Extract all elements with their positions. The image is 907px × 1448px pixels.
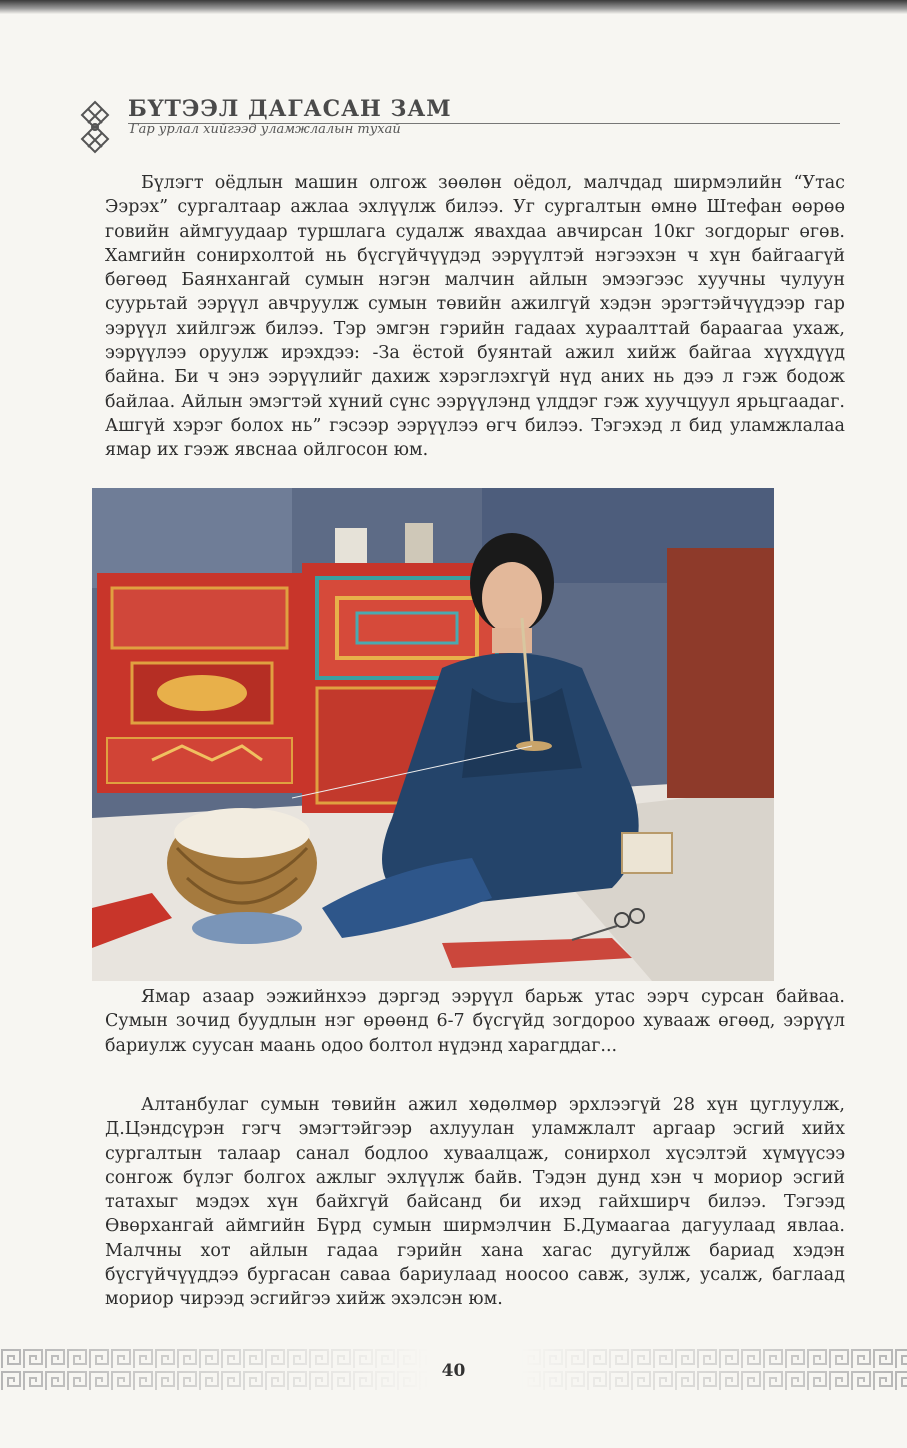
paragraph: Ямар азаар ээжийнхээ дэргэд ээрүүл барьж утас ээрч сурсан байваа. Сумын зочид буудлын нэг өрөөнд 6-7 бүсгүйд зогдороо хувааж өгөөд, ээрүүл бариулж суусан маань одоо болтол нүдэнд харагддаг... [105, 987, 845, 1056]
running-header-subtitle: Гар урлал хийгээд уламжлалын тухай [130, 122, 401, 137]
endless-knot-icon [78, 100, 112, 154]
paragraph: Алтанбулаг сумын төвийн ажил хөдөлмөр эрхлээгүй 28 хүн цуглуулж, Д.Цэндсүрэн гэгч эмэгтэйгээр ахлуулан уламжлалт аргаар эсгий хийх сургалтын талаар санал бодлоо хуваалцаж, сонирхол хүсэлтэй хүмүүсээ сонгож бүлэг болгох ажлыг эхлүүлж байв. Тэдэн дунд хэн ч мориор эсгий татахыг мэдэх хүн байхгүй байсанд би ихэд гайхширч билээ. Тэгээд Өвөрхангай аймгийн Бүрд сумын ширмэлчин Б.Думаагаа дагуулаад явлаа. Малчны хот айлын гадаа гэрийн хана хагас дугуйлж бариад хэдэн бүсгүйчүүддээ бургасан саваа бариулаад ноосоо савж, зулж, усалж, баглаад мориор чирээд эсгийгээ хийж эхэлсэн юм. [105, 1095, 845, 1310]
photo-illustration [92, 488, 774, 981]
page-number: 40 [441, 1361, 466, 1381]
running-header-title: БҮТЭЭЛ ДАГАСАН ЗАМ [128, 96, 452, 122]
body-text-block [105, 985, 845, 1058]
spinning-woman-photo [92, 488, 774, 981]
scan-top-edge [0, 0, 907, 14]
body-text-block [105, 1093, 845, 1312]
body-text-block [105, 171, 845, 463]
paragraph: Бүлэгт оёдлын машин олгож зөөлөн оёдол, малчдад ширмэлийн “Утас Ээрэх” сургалтаар ажлаа эхлүүлж билээ. Уг сургалтын өмнө Штефан өөрөө говийн аймгуудаар туршлага судалж явахдаа авчирсан 10кг зогдорыг өгөв. Хамгийн сонирхолтой нь бүсгүйчүүдэд ээрүүлтэй нэгээхэн ч хүн байгаагүй бөгөөд Баянхангай сумын нэгэн малчин айлын эмээгээс хуучны чулуун суурьтай ээрүүл авчруулж сумын төвийн ажилгүй хэдэн эрэгтэйчүүдээр гар ээрүүл хийлгэж билээ. Тэр эмгэн гэрийн гадаах хураалттай бараагаа ухаж, ээрүүлээ оруулж ирэхдээ: -За ёстой буянтай ажил хийж байгаа хүүхдүүд байна. Би ч энэ ээрүүлийг дахиж хэрэглэхгүй нүд аних нь дээ л гэж бодож байлаа. Айлын эмэгтэй хүний сүнс ээрүүлэнд үлддэг гэж хуучцуул ярьцгаадаг. Ашгүй хэрэг болох нь” гэсээр ээрүүлээ өгч билээ. Тэгэхэд л бид уламжлалаа ямар их гээж явснаа ойлгосон юм. [105, 173, 845, 461]
